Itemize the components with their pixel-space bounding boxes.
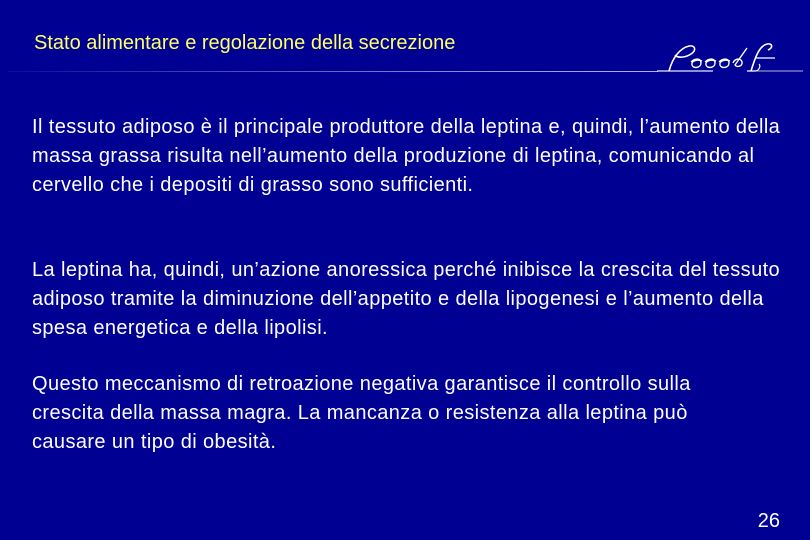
page-number: 26 xyxy=(757,510,780,532)
cursive-logo-icon xyxy=(655,38,805,78)
slide-title: Stato alimentare e regolazione della secrezione xyxy=(34,32,456,54)
paragraph-negative-feedback: Questo meccanismo di retroazione negativa garantisce il controllo sulla crescita della massa magra. La mancanza o resistenza alla leptina può causare un tipo di obesità. xyxy=(32,373,691,453)
paragraph-leptin-production: Il tessuto adiposo è il principale produttore della leptina e, quindi, l’aumento della massa grassa risulta nell’aumento della produzione di leptina, comunicando al cervello che i depositi di grasso sono sufficienti. xyxy=(32,116,781,196)
title-divider xyxy=(8,71,658,72)
paragraph-anorexic-action: La leptina ha, quindi, un’azione anoressica perché inibisce la crescita del tessuto adiposo tramite la diminuzione dell’appetito e della lipogenesi e l’aumento della spesa energetica e della lipolisi. xyxy=(32,259,781,339)
